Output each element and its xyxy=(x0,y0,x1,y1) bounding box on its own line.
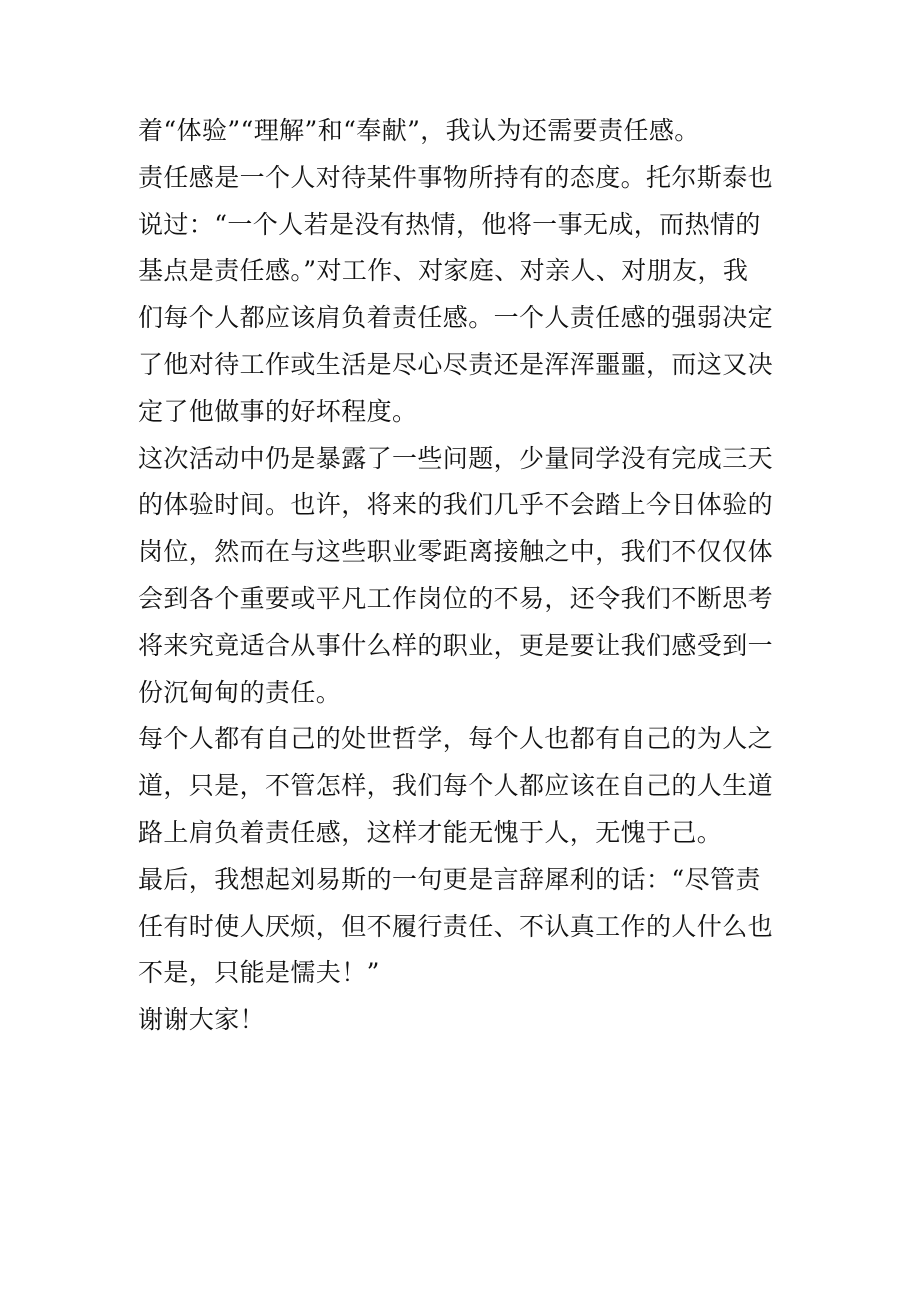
text-line-18: 任有时使人厌烦，但不履行责任、不认真工作的人什么也 xyxy=(138,911,774,941)
text-line-5: 们每个人都应该肩负着责任感。一个人责任感的强弱决定 xyxy=(138,303,774,333)
text-line-4: 基点是责任感。”对工作、对家庭、对亲人、对朋友，我 xyxy=(138,256,749,286)
text-line-8: 这次活动中仍是暴露了一些问题，少量同学没有完成三天 xyxy=(138,443,774,473)
text-line-3: 说过：“一个人若是没有热情，他将一事无成，而热情的 xyxy=(138,209,761,239)
text-line-16: 路上肩负着责任感，这样才能无愧于人，无愧于己。 xyxy=(138,817,723,847)
document-body xyxy=(138,108,788,1044)
text-line-7: 定了他做事的好坏程度。 xyxy=(138,396,418,426)
text-line-17: 最后，我想起刘易斯的一句更是言辞犀利的话：“尽管责 xyxy=(138,864,761,894)
text-line-1: 着“体验”“理解”和“奉献”，我认为还需要责任感。 xyxy=(138,116,700,145)
text-line-19: 不是，只能是懦夫！” xyxy=(138,958,380,988)
text-line-2: 责任感是一个人对待某件事物所持有的态度。托尔斯泰也 xyxy=(138,162,774,192)
text-line-14: 每个人都有自己的处世哲学，每个人也都有自己的为人之 xyxy=(138,724,774,754)
text-line-10: 岗位，然而在与这些职业零距离接触之中，我们不仅仅体 xyxy=(138,537,774,567)
text-line-20: 谢谢大家！ xyxy=(138,1005,266,1035)
text-line-15: 道，只是，不管怎样，我们每个人都应该在自己的人生道 xyxy=(138,771,774,801)
text-line-13: 份沉甸甸的责任。 xyxy=(138,677,342,707)
text-line-6: 了他对待工作或生活是尽心尽责还是浑浑噩噩，而这又决 xyxy=(138,349,774,379)
text-line-11: 会到各个重要或平凡工作岗位的不易，还令我们不断思考 xyxy=(138,583,774,613)
text-line-12: 将来究竟适合从事什么样的职业，更是要让我们感受到一 xyxy=(138,630,774,660)
text-line-9: 的体验时间。也许，将来的我们几乎不会踏上今日体验的 xyxy=(138,490,774,520)
